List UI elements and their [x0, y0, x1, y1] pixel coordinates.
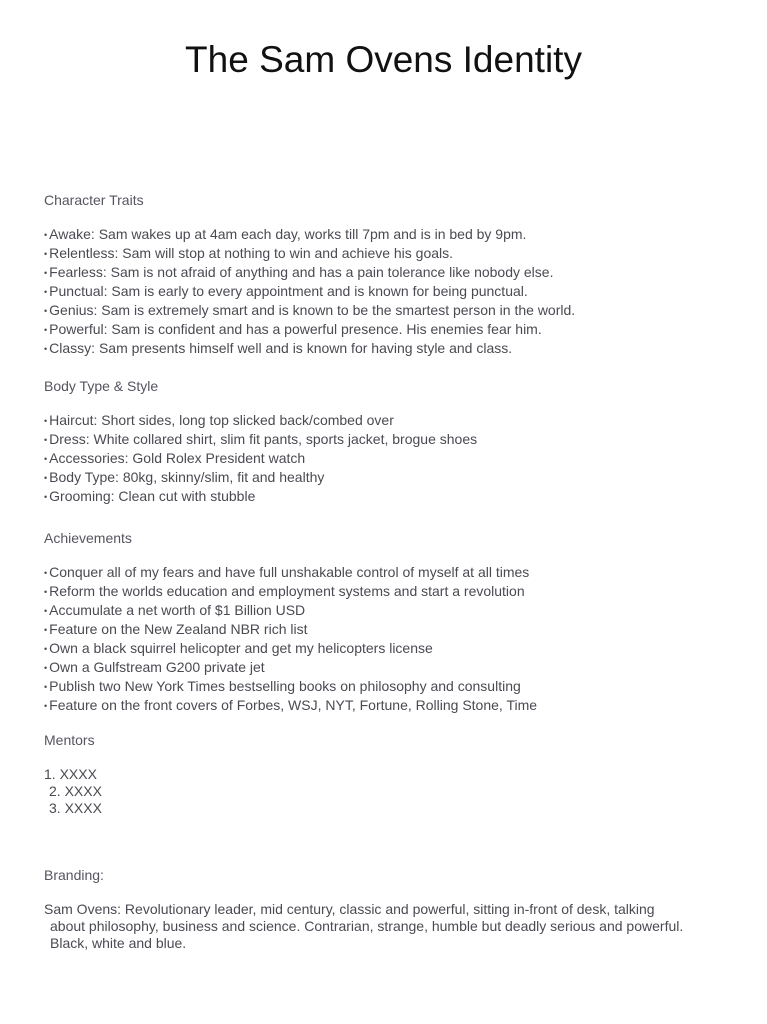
list-item: • Genius: Sam is extremely smart and is known to be the smartest person in the world. [44, 302, 576, 318]
body-type-heading: Body Type & Style [44, 378, 159, 394]
list-item: • Accumulate a net worth of $1 Billion USD [44, 602, 306, 618]
character-traits-list [44, 226, 744, 359]
list-item: • Classy: Sam presents himself well and is known for having style and class. [44, 340, 513, 356]
list-item: • Relentless: Sam will stop at nothing to win and achieve his goals. [44, 245, 454, 261]
list-item: • Dress: White collared shirt, slim fit pants, sports jacket, brogue shoes [44, 431, 478, 447]
mentors-list [44, 766, 744, 817]
list-item: • Reform the worlds education and employment systems and start a revolution [44, 583, 525, 599]
list-item: • Punctual: Sam is early to every appointment and is known for being punctual. [44, 283, 528, 299]
list-item: 3. XXXX [49, 800, 102, 816]
page-title: The Sam Ovens Identity [185, 39, 582, 80]
list-item: • Accessories: Gold Rolex President watch [44, 450, 306, 466]
list-item: • Haircut: Short sides, long top slicked back/combed over [44, 412, 394, 428]
branding-line: Black, white and blue. [50, 935, 187, 951]
mentors-section [44, 732, 744, 817]
list-item: • Own a Gulfstream G200 private jet [44, 659, 265, 675]
character-traits-heading: Character Traits [44, 192, 144, 208]
character-traits-section [44, 192, 744, 359]
mentors-heading: Mentors [44, 732, 95, 748]
list-item: • Publish two New York Times bestselling books on philosophy and consulting [44, 678, 521, 694]
list-item: • Powerful: Sam is confident and has a powerful presence. His enemies fear him. [44, 321, 542, 337]
branding-heading: Branding: [44, 867, 104, 883]
list-item: • Awake: Sam wakes up at 4am each day, works till 7pm and is in bed by 9pm. [44, 226, 527, 242]
achievements-section [44, 530, 744, 716]
body-type-section [44, 378, 744, 507]
list-item: • Feature on the front covers of Forbes, WSJ, NYT, Fortune, Rolling Stone, Time [44, 697, 538, 713]
list-item: 2. XXXX [49, 783, 102, 799]
branding-line: about philosophy, business and science. Contrarian, strange, humble but deadly serious and powerful. [50, 918, 684, 934]
list-item: • Conquer all of my fears and have full unshakable control of myself at all times [44, 564, 530, 580]
list-item: • Own a black squirrel helicopter and get my helicopters license [44, 640, 433, 656]
list-item: • Grooming: Clean cut with stubble [44, 488, 256, 504]
list-item: • Feature on the New Zealand NBR rich list [44, 621, 308, 637]
achievements-heading: Achievements [44, 530, 132, 546]
list-item: 1. XXXX [44, 766, 97, 782]
achievements-list [44, 564, 744, 716]
branding-description [44, 901, 744, 952]
list-item: • Fearless: Sam is not afraid of anything and has a pain tolerance like nobody else. [44, 264, 554, 280]
list-item: • Body Type: 80kg, skinny/slim, fit and healthy [44, 469, 325, 485]
branding-section [44, 867, 744, 952]
body-type-list [44, 412, 744, 507]
branding-line: Sam Ovens: Revolutionary leader, mid century, classic and powerful, sitting in-front of desk, talking [44, 901, 655, 917]
